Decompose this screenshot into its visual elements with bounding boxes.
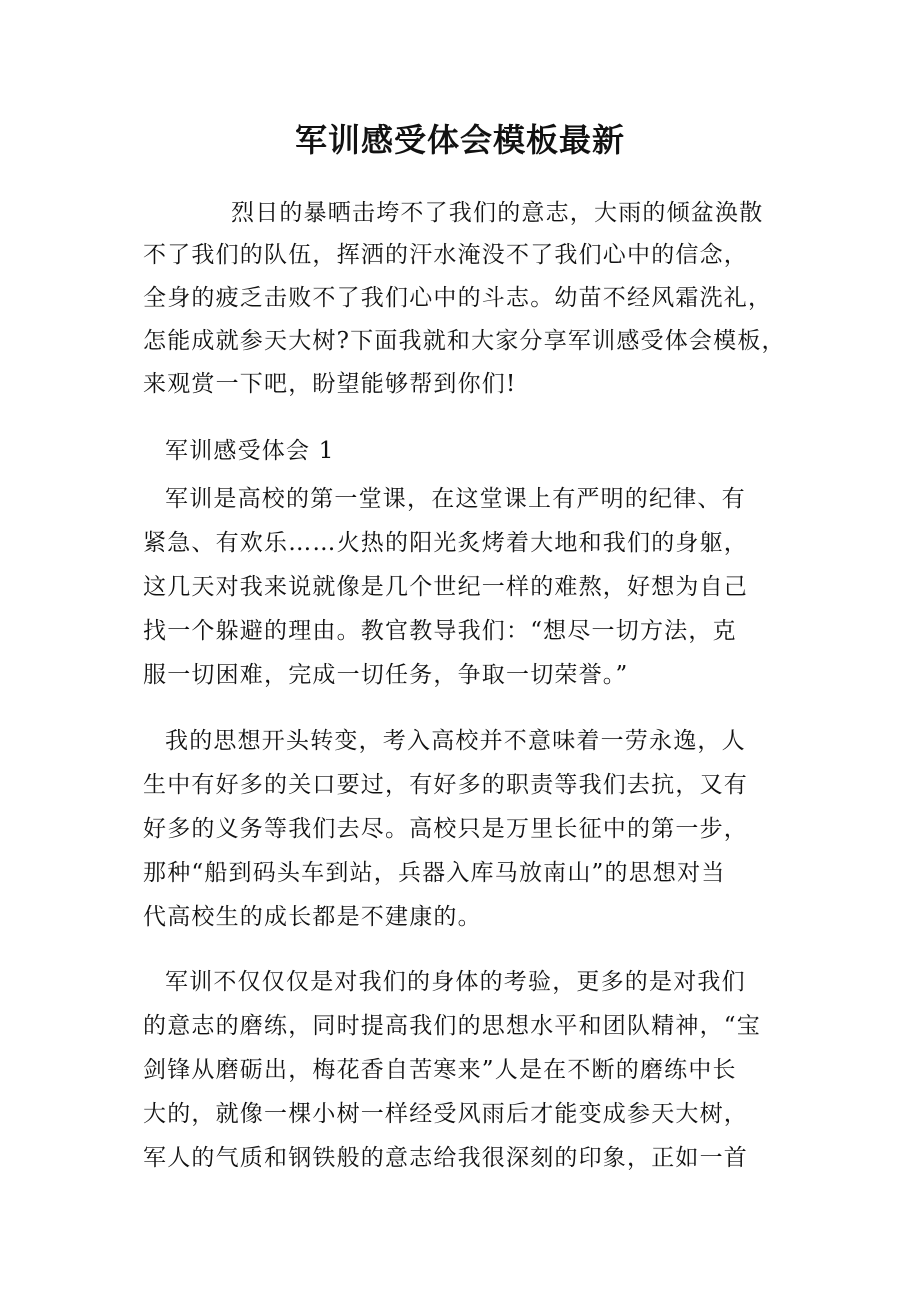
- paragraph-line: 怎能成就参天大树?下面我就和大家分享军训感受体会模板，: [143, 328, 786, 354]
- paragraph-line: 生中有好多的关口要过，有好多的职责等我们去抗，又有: [143, 772, 748, 798]
- paragraph-line: 紧急、有欢乐……火热的阳光炙烤着大地和我们的身躯，: [143, 530, 748, 556]
- section-heading: 军训感受体会 1: [165, 438, 335, 464]
- paragraph-line: 代高校生的成长都是不建康的。: [143, 904, 482, 930]
- document-title: 军训感受体会模板最新: [294, 121, 625, 159]
- paragraph-line: 找一个躲避的理由。教官教导我们：“想尽一切方法，克: [143, 618, 737, 644]
- paragraph-line: 全身的疲乏击败不了我们心中的斗志。幼苗不经风霜洗礼，: [143, 285, 773, 311]
- paragraph-line: 服一切困难，完成一切任务，争取一切荣誉。”: [143, 662, 629, 688]
- paragraph-line: 好多的义务等我们去尽。高校只是万里长征中的第一步，: [143, 816, 748, 842]
- paragraph-line: 我的思想开头转变，考入高校并不意味着一劳永逸，人: [165, 728, 746, 754]
- paragraph-line: 来观赏一下吧，盼望能够帮到你们!: [143, 371, 517, 397]
- paragraph-line: 大的，就像一棵小树一样经受风雨后才能变成参天大树，: [143, 1101, 748, 1127]
- paragraph-line: 军训不仅仅仅是对我们的身体的考验，更多的是对我们: [165, 969, 746, 995]
- paragraph-line: 这几天对我来说就像是几个世纪一样的难熬，好想为自己: [143, 574, 748, 600]
- paragraph-line: 军训是高校的第一堂课，在这堂课上有严明的纪律、有: [165, 486, 746, 512]
- paragraph-line: 那种“船到码头车到站，兵器入库马放南山”的思想对当: [143, 860, 726, 886]
- paragraph-line: 烈日的暴晒击垮不了我们的意志，大雨的倾盆涣散: [231, 200, 764, 226]
- paragraph-line: 军人的气质和钢铁般的意志给我很深刻的印象，正如一首: [143, 1145, 748, 1171]
- paragraph-line: 不了我们的队伍，挥洒的汗水淹没不了我们心中的信念，: [143, 242, 748, 268]
- paragraph-line: 的意志的磨练，同时提高我们的思想水平和团队精神，“宝: [143, 1013, 761, 1039]
- paragraph-line: 剑锋从磨砺出，梅花香自苦寒来”人是在不断的磨练中长: [143, 1057, 737, 1083]
